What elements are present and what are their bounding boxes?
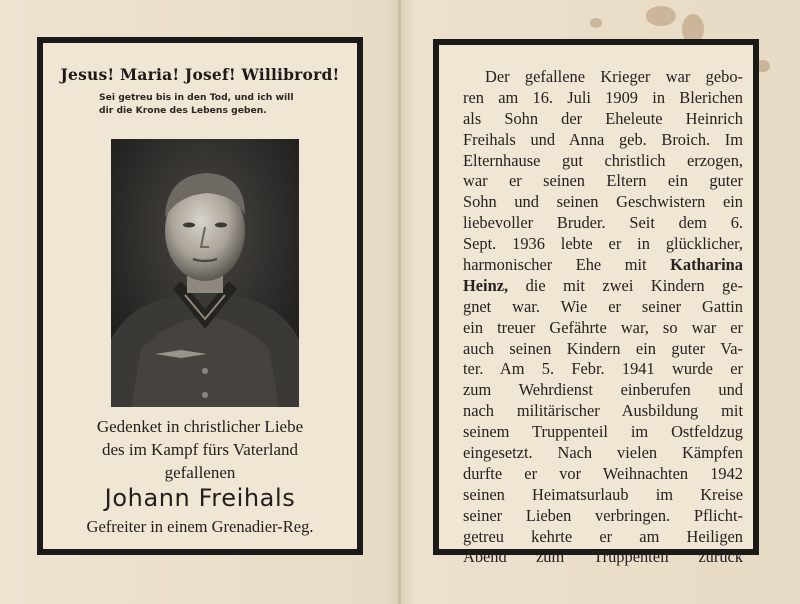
bio-line: getreu kehrte er am Heiligen <box>463 526 743 546</box>
caption-line: des im Kampf fürs Vaterland <box>101 440 299 459</box>
bible-verse <box>99 91 349 117</box>
bio-line: als Sohn der Eheleute Heinrich <box>463 108 743 128</box>
bio-line: ren am 16. Juli 1909 in Blerichen <box>463 87 743 107</box>
bio-line: seinen Heimatsurlaub im Kreise <box>463 484 743 504</box>
card-fold <box>398 0 401 604</box>
bio-line: Elternhause gut christlich erzogen, <box>463 150 743 170</box>
military-rank: Gefreiter in einem Grenadier-Reg. <box>86 517 314 536</box>
bio-line: Sohn und seinen Geschwistern ein <box>463 192 743 212</box>
portrait-photo <box>111 139 299 407</box>
bio-line-text: harmonischer Ehe mit <box>463 255 647 275</box>
deceased-name: Johann Freihals <box>104 484 296 512</box>
portrait-photo-drawing <box>111 139 299 407</box>
bio-line: gnet war. Wie er seiner Gattin <box>463 296 743 316</box>
bio-line <box>463 255 743 276</box>
bio-line: seiner Lieben verbringen. Pflicht- <box>463 505 743 525</box>
wife-name: Katharina <box>670 255 743 275</box>
memorial-card-biography <box>433 39 759 567</box>
stain <box>646 6 676 26</box>
bio-line: liebevoller Bruder. Seit dem 6. <box>463 213 743 233</box>
wife-surname: Heinz, <box>463 275 509 295</box>
bio-line: zum Wehrdienst einberufen und <box>463 380 743 400</box>
bio-line: ter. Am 5. Febr. 1941 wurde er <box>463 359 743 379</box>
bio-line: Freihals und Anna geb. Broich. Im <box>463 129 743 149</box>
bio-line: eingesetzt. Nach vielen Kämpfen <box>463 443 743 463</box>
bio-line-text: die mit zwei Kindern ge- <box>525 275 743 295</box>
bio-line: Abend zum Truppenteil zurück <box>463 547 743 567</box>
biography-text <box>463 67 743 568</box>
bio-line <box>463 276 743 297</box>
bio-line: Der gefallene Krieger war gebo- <box>485 67 743 86</box>
caption-line: Gedenket in christlicher Liebe <box>96 417 304 436</box>
bio-line: war er seinen Eltern ein guter <box>463 171 743 191</box>
stain <box>590 18 602 28</box>
caption-line: gefallenen <box>164 463 236 482</box>
bio-line: nach militärischer Ausbildung mit <box>463 401 743 421</box>
bio-line: seinem Truppenteil im Ostfeldzug <box>463 422 743 442</box>
memorial-card-front <box>37 37 363 555</box>
bio-line: auch seinen Kindern ein guter Va- <box>463 338 743 358</box>
invocation-heading: Jesus! Maria! Josef! Willibrord! <box>60 65 340 84</box>
bio-line: ein treuer Gefährte war, so war er <box>463 317 743 337</box>
verse-line: Sei getreu bis in den Tod, und ich will <box>99 92 294 103</box>
bio-line: durfte er vor Weihnachten 1942 <box>463 463 743 483</box>
verse-line: dir die Krone des Lebens geben. <box>99 105 267 116</box>
bio-line: Sept. 1936 lebte er in glücklicher, <box>463 234 743 254</box>
